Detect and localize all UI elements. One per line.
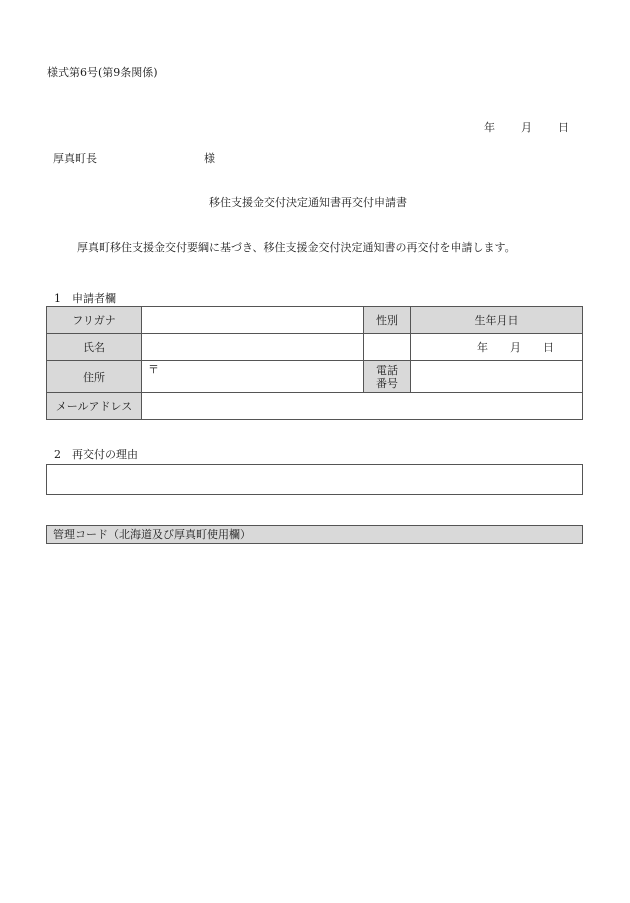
- reason-field[interactable]: [46, 464, 583, 495]
- name-field[interactable]: [142, 334, 364, 361]
- address-label: 住所: [47, 361, 142, 393]
- management-code-box: [46, 525, 583, 544]
- gender-field[interactable]: [364, 334, 411, 361]
- addressee-office: 厚真町長: [53, 152, 97, 165]
- section1-heading: 1 申請者欄: [54, 292, 116, 305]
- date-day-label: 日: [558, 121, 569, 134]
- table-row: [47, 393, 583, 420]
- date-year-label: 年: [484, 121, 495, 134]
- furigana-field[interactable]: [142, 307, 364, 334]
- gender-label: 性別: [364, 307, 411, 334]
- document-title: 移住支援金交付決定通知書再交付申請書: [209, 196, 407, 209]
- date-month-label: 月: [521, 121, 532, 134]
- dob-year-label: 年: [477, 341, 488, 354]
- phone-label: 電話 番号: [364, 361, 411, 393]
- email-label: メールアドレス: [47, 393, 142, 420]
- dob-label: 生年月日: [411, 307, 583, 334]
- dob-day-label: 日: [543, 341, 554, 354]
- section2-heading: 2 再交付の理由: [54, 448, 138, 461]
- date-line: [484, 119, 569, 135]
- name-label: 氏名: [47, 334, 142, 361]
- applicant-table: [46, 306, 583, 420]
- email-field[interactable]: [142, 393, 583, 420]
- dob-field[interactable]: [411, 334, 583, 361]
- phone-field[interactable]: [411, 361, 583, 393]
- dob-month-label: 月: [510, 341, 521, 354]
- addressee-honorific: 様: [204, 152, 215, 165]
- table-row: [47, 334, 583, 361]
- postal-mark: 〒: [148, 363, 159, 376]
- table-row: [47, 361, 583, 393]
- form-number: 様式第6号(第9条関係): [47, 66, 158, 79]
- management-code-label: 管理コード（北海道及び厚真町使用欄）: [53, 528, 251, 541]
- table-row: [47, 307, 583, 334]
- address-field[interactable]: [142, 361, 364, 393]
- furigana-label: フリガナ: [47, 307, 142, 334]
- body-text: 厚真町移住支援金交付要綱に基づき、移住支援金交付決定通知書の再交付を申請します。: [77, 241, 516, 254]
